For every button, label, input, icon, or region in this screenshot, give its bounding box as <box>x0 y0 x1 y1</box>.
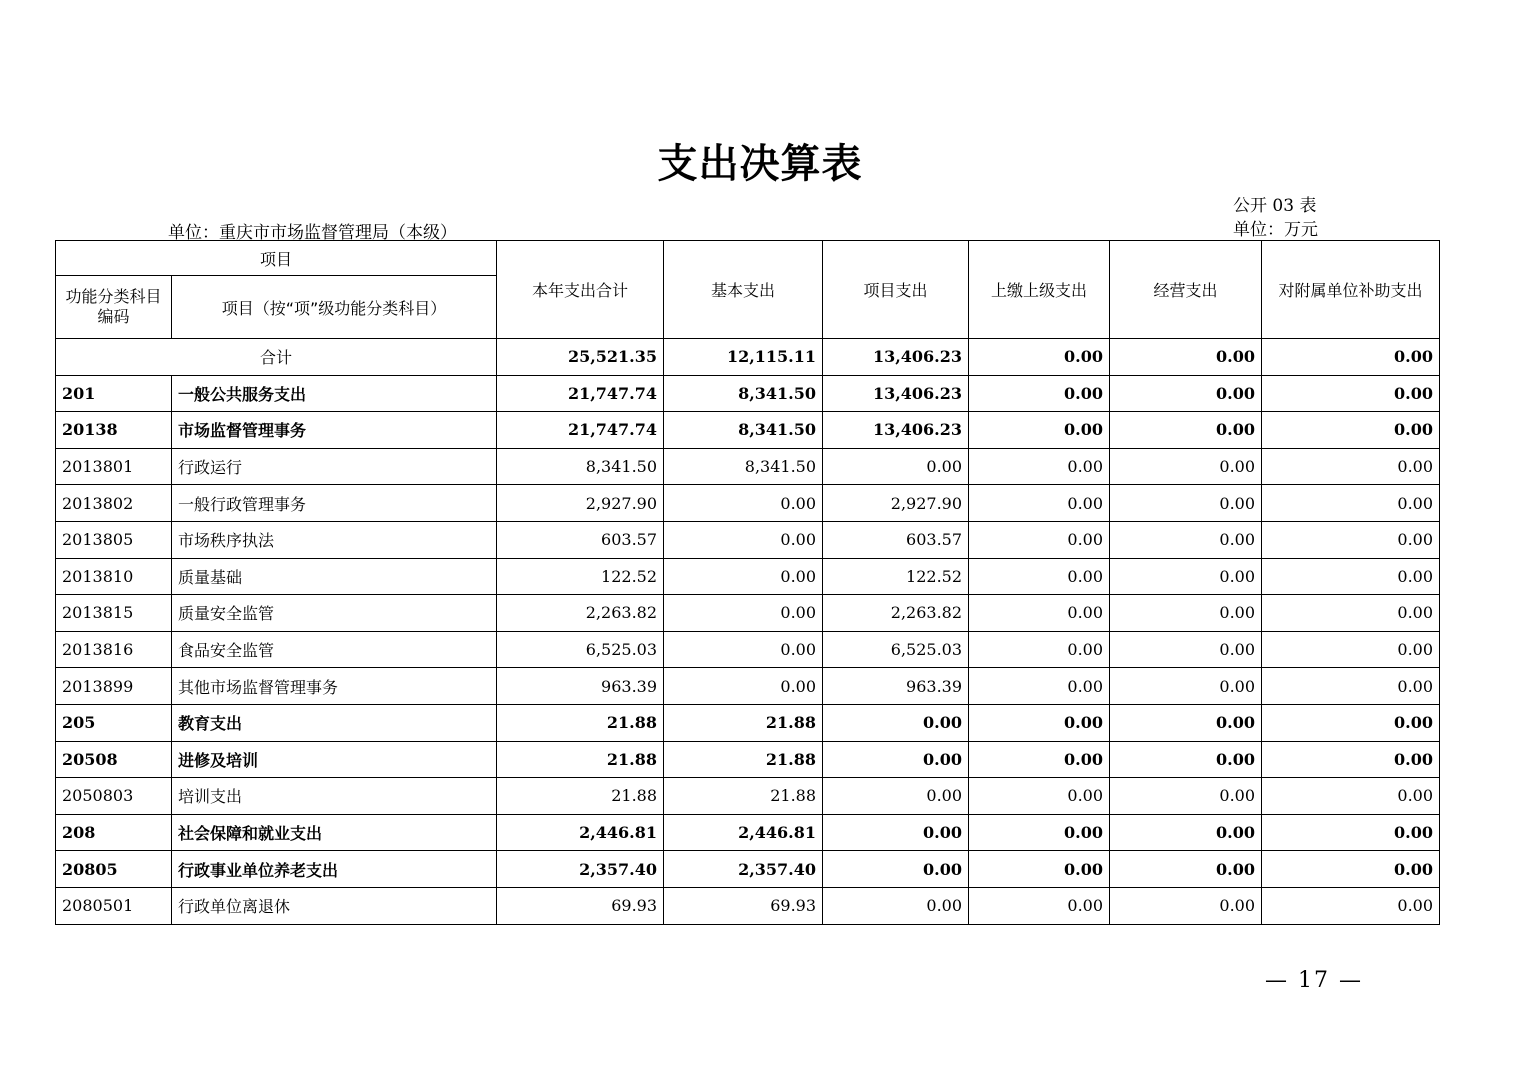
row-code: 2050803 <box>56 778 172 815</box>
total-value: 0.00 <box>969 339 1110 376</box>
row-value: 13,406.23 <box>823 375 969 412</box>
row-name: 质量基础 <box>172 558 497 595</box>
header-col-operating: 经营支出 <box>1110 241 1262 339</box>
table-row <box>56 887 1440 924</box>
row-name: 行政事业单位养老支出 <box>172 851 497 888</box>
row-value: 0.00 <box>664 485 823 522</box>
row-value: 0.00 <box>823 741 969 778</box>
row-code: 201 <box>56 375 172 412</box>
table-row <box>56 631 1440 668</box>
table-row <box>56 741 1440 778</box>
header-col-remit: 上缴上级支出 <box>969 241 1110 339</box>
row-value: 0.00 <box>969 778 1110 815</box>
row-name: 进修及培训 <box>172 741 497 778</box>
total-value: 13,406.23 <box>823 339 969 376</box>
total-value: 12,115.11 <box>664 339 823 376</box>
total-value: 0.00 <box>1110 339 1262 376</box>
row-value: 0.00 <box>1262 887 1440 924</box>
row-value: 0.00 <box>1110 704 1262 741</box>
row-value: 0.00 <box>969 668 1110 705</box>
table-row <box>56 521 1440 558</box>
row-value: 0.00 <box>969 887 1110 924</box>
row-value: 0.00 <box>1110 668 1262 705</box>
row-value: 21.88 <box>497 778 664 815</box>
total-value: 25,521.35 <box>497 339 664 376</box>
row-code: 20508 <box>56 741 172 778</box>
row-value: 0.00 <box>1110 741 1262 778</box>
row-value: 963.39 <box>823 668 969 705</box>
table-row <box>56 814 1440 851</box>
header-col-total: 本年支出合计 <box>497 241 664 339</box>
row-value: 0.00 <box>823 704 969 741</box>
row-code: 20805 <box>56 851 172 888</box>
row-value: 0.00 <box>664 521 823 558</box>
row-code: 2080501 <box>56 887 172 924</box>
row-value: 0.00 <box>1110 595 1262 632</box>
header-col-basic: 基本支出 <box>664 241 823 339</box>
row-value: 0.00 <box>969 704 1110 741</box>
page-title: 支出决算表 <box>657 140 863 187</box>
row-value: 2,263.82 <box>823 595 969 632</box>
row-value: 0.00 <box>1110 375 1262 412</box>
row-name: 社会保障和就业支出 <box>172 814 497 851</box>
row-value: 21.88 <box>497 741 664 778</box>
row-code: 2013810 <box>56 558 172 595</box>
row-value: 8,341.50 <box>664 412 823 449</box>
header-col-subsidy: 对附属单位补助支出 <box>1262 241 1440 339</box>
table-row <box>56 704 1440 741</box>
row-name: 行政运行 <box>172 448 497 485</box>
row-value: 0.00 <box>1110 851 1262 888</box>
total-row <box>56 339 1440 376</box>
row-value: 0.00 <box>969 448 1110 485</box>
row-code: 20138 <box>56 412 172 449</box>
row-value: 0.00 <box>1262 448 1440 485</box>
row-value: 8,341.50 <box>664 375 823 412</box>
row-code: 2013899 <box>56 668 172 705</box>
row-value: 2,927.90 <box>823 485 969 522</box>
total-value: 0.00 <box>1262 339 1440 376</box>
row-value: 0.00 <box>823 887 969 924</box>
row-code: 2013805 <box>56 521 172 558</box>
row-value: 0.00 <box>969 375 1110 412</box>
row-value: 0.00 <box>1262 375 1440 412</box>
row-value: 0.00 <box>664 558 823 595</box>
form-number: 公开 03 表 <box>1233 196 1317 216</box>
row-value: 2,263.82 <box>497 595 664 632</box>
row-value: 122.52 <box>823 558 969 595</box>
row-value: 21.88 <box>497 704 664 741</box>
row-value: 69.93 <box>664 887 823 924</box>
table-row <box>56 448 1440 485</box>
row-value: 0.00 <box>1262 814 1440 851</box>
table-row <box>56 778 1440 815</box>
row-value: 0.00 <box>969 851 1110 888</box>
row-value: 2,357.40 <box>664 851 823 888</box>
row-value: 0.00 <box>969 521 1110 558</box>
row-value: 0.00 <box>1262 741 1440 778</box>
row-value: 0.00 <box>1262 412 1440 449</box>
row-value: 0.00 <box>1262 521 1440 558</box>
row-value: 21,747.74 <box>497 412 664 449</box>
row-value: 0.00 <box>969 814 1110 851</box>
table-row <box>56 412 1440 449</box>
row-value: 0.00 <box>1262 668 1440 705</box>
form-info <box>1233 194 1318 242</box>
row-value: 2,357.40 <box>497 851 664 888</box>
row-value: 0.00 <box>969 631 1110 668</box>
row-value: 0.00 <box>969 595 1110 632</box>
row-value: 0.00 <box>823 448 969 485</box>
row-value: 0.00 <box>823 778 969 815</box>
row-value: 0.00 <box>1262 485 1440 522</box>
table-row <box>56 485 1440 522</box>
row-value: 21.88 <box>664 704 823 741</box>
table-row <box>56 668 1440 705</box>
row-value: 603.57 <box>497 521 664 558</box>
row-value: 13,406.23 <box>823 412 969 449</box>
header-col-project: 项目支出 <box>823 241 969 339</box>
row-value: 21,747.74 <box>497 375 664 412</box>
row-value: 0.00 <box>1110 412 1262 449</box>
row-code: 2013801 <box>56 448 172 485</box>
row-name: 其他市场监督管理事务 <box>172 668 497 705</box>
row-value: 0.00 <box>1262 704 1440 741</box>
row-value: 0.00 <box>823 814 969 851</box>
row-value: 0.00 <box>1262 558 1440 595</box>
row-value: 69.93 <box>497 887 664 924</box>
row-value: 0.00 <box>1262 631 1440 668</box>
row-name: 市场监督管理事务 <box>172 412 497 449</box>
table-row <box>56 851 1440 888</box>
row-value: 0.00 <box>1110 485 1262 522</box>
row-value: 0.00 <box>1110 631 1262 668</box>
table-row <box>56 375 1440 412</box>
row-name: 培训支出 <box>172 778 497 815</box>
table-row <box>56 558 1440 595</box>
row-value: 0.00 <box>1262 851 1440 888</box>
row-value: 8,341.50 <box>497 448 664 485</box>
row-code: 2013816 <box>56 631 172 668</box>
row-value: 0.00 <box>1262 595 1440 632</box>
row-value: 0.00 <box>1262 778 1440 815</box>
row-code: 208 <box>56 814 172 851</box>
row-value: 6,525.03 <box>823 631 969 668</box>
row-value: 0.00 <box>1110 814 1262 851</box>
currency-unit: 单位：万元 <box>1233 220 1318 240</box>
row-value: 963.39 <box>497 668 664 705</box>
row-value: 2,927.90 <box>497 485 664 522</box>
row-value: 21.88 <box>664 778 823 815</box>
row-code: 205 <box>56 704 172 741</box>
row-value: 2,446.81 <box>497 814 664 851</box>
row-name: 教育支出 <box>172 704 497 741</box>
row-code: 2013802 <box>56 485 172 522</box>
row-name: 一般行政管理事务 <box>172 485 497 522</box>
header-name: 项目（按“项”级功能分类科目） <box>172 276 497 339</box>
row-value: 122.52 <box>497 558 664 595</box>
row-name: 质量安全监管 <box>172 595 497 632</box>
table-row <box>56 595 1440 632</box>
row-value: 0.00 <box>1110 448 1262 485</box>
row-value: 0.00 <box>1110 521 1262 558</box>
row-value: 0.00 <box>1110 887 1262 924</box>
row-name: 食品安全监管 <box>172 631 497 668</box>
header-code: 功能分类科目编码 <box>56 276 172 339</box>
row-value: 0.00 <box>1110 778 1262 815</box>
row-value: 0.00 <box>969 412 1110 449</box>
row-name: 行政单位离退休 <box>172 887 497 924</box>
row-code: 2013815 <box>56 595 172 632</box>
row-value: 2,446.81 <box>664 814 823 851</box>
row-value: 0.00 <box>1110 558 1262 595</box>
row-value: 6,525.03 <box>497 631 664 668</box>
header-item-group: 项目 <box>56 241 497 276</box>
row-value: 0.00 <box>664 595 823 632</box>
row-value: 21.88 <box>664 741 823 778</box>
page-number: — 17 — <box>1265 968 1363 993</box>
row-name: 一般公共服务支出 <box>172 375 497 412</box>
row-value: 0.00 <box>969 741 1110 778</box>
total-label: 合计 <box>56 339 497 376</box>
row-value: 0.00 <box>969 485 1110 522</box>
row-value: 0.00 <box>664 668 823 705</box>
row-value: 0.00 <box>969 558 1110 595</box>
row-value: 8,341.50 <box>664 448 823 485</box>
unit-label: 单位：重庆市市场监督管理局（本级） <box>168 223 457 243</box>
row-value: 0.00 <box>823 851 969 888</box>
row-name: 市场秩序执法 <box>172 521 497 558</box>
expenditure-table <box>55 240 1440 925</box>
row-value: 0.00 <box>664 631 823 668</box>
row-value: 603.57 <box>823 521 969 558</box>
